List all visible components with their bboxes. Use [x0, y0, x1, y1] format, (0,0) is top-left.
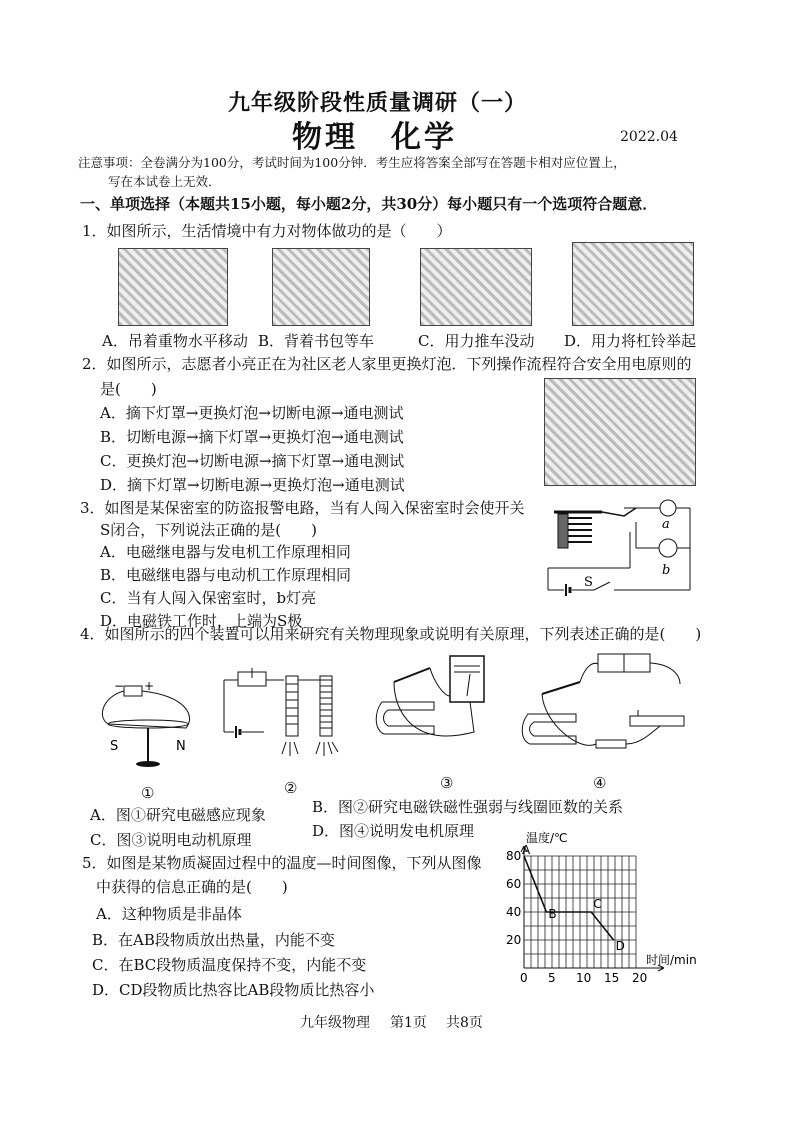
q4-label-1: ①	[141, 784, 155, 802]
chart-y-label: 温度/℃	[526, 831, 568, 845]
q2-option-b: B．切断电源→摘下灯罩→更换灯泡→通电测试	[100, 428, 404, 446]
q2-option-d: D．摘下灯罩→切断电源→更换灯泡→通电测试	[100, 476, 405, 494]
q4-figure-4-motor	[520, 654, 696, 758]
svg-text:+: +	[144, 679, 155, 693]
q5-option-b: B．在AB段物质放出热量，内能不变	[92, 931, 335, 949]
q4-label-2: ②	[284, 779, 298, 797]
q4-option-d: D．图④说明发电机原理	[312, 822, 475, 840]
x-tick-label: 5	[548, 971, 556, 985]
footer-subject: 九年级物理	[300, 1015, 370, 1031]
point-label: D	[615, 939, 625, 953]
point-label: B	[548, 907, 557, 921]
q3-option-c: C．当有人闯入保密室时，b灯亮	[100, 589, 317, 607]
q1-option-d: D．用力将杠铃举起	[564, 332, 697, 350]
chart-x-label: 时间/min	[646, 953, 697, 967]
q2-stem-2: 是( )	[100, 380, 157, 398]
chart-ticks	[506, 849, 647, 985]
q3-option-d: D．电磁铁工作时，上端为S极	[100, 612, 303, 630]
exam-date: 2022.04	[620, 129, 678, 145]
q3-stem-2: S闭合，下列说法正确的是( )	[100, 521, 317, 539]
q4-pole-n: N	[176, 739, 186, 754]
x-tick-label: 0	[520, 971, 528, 985]
footer-page: 第1页	[390, 1015, 427, 1031]
q2-image	[544, 378, 696, 486]
point-label: C	[593, 897, 602, 911]
footer-total: 共8页	[446, 1015, 483, 1031]
q3-label-b: b	[662, 563, 671, 578]
q3-label-a: a	[662, 517, 670, 532]
x-tick-label: 20	[632, 971, 648, 985]
y-tick-label: 80	[506, 849, 522, 863]
q1-option-c: C．用力推车没动	[418, 332, 535, 350]
q1-option-b: B．背着书包等车	[258, 332, 375, 350]
x-tick-label: 15	[604, 971, 620, 985]
q5-temperature-time-chart	[496, 830, 706, 988]
exam-subtitle: 物理 化学	[292, 120, 457, 155]
notice-line-1: 注意事项：全卷满分为100分，考试时间为100分钟．考生应将答案全部写在答题卡相对应位置上，	[78, 155, 626, 170]
point-label: A	[522, 843, 531, 857]
q4-figure-1-oersted	[96, 676, 206, 776]
q3-label-s: S	[584, 575, 593, 590]
q3-stem-1: 3．如图是某保密室的防盗报警电路，当有人闯入保密室时会使开关	[80, 499, 525, 517]
exam-title: 九年级阶段性质量调研（一）	[228, 90, 528, 116]
q1-image-c	[420, 248, 532, 326]
q4-label-3: ③	[440, 774, 454, 792]
q1-image-d	[572, 242, 694, 326]
q2-option-c: C．更换灯泡→切断电源→摘下灯罩→通电测试	[100, 452, 405, 470]
q4-pole-s: S	[110, 739, 119, 754]
y-tick-label: 60	[506, 877, 522, 891]
section-heading: 一、单项选择（本题共15小题，每小题2分，共30分）每小题只有一个选项符合题意．	[80, 195, 658, 213]
notice-line-2: 写在本试卷上无效．	[108, 174, 221, 189]
q5-stem-2: 中获得的信息正确的是( )	[96, 878, 288, 896]
q4-option-b: B．图②研究电磁铁磁性强弱与线圈匝数的关系	[312, 798, 624, 816]
x-tick-label: 10	[576, 971, 592, 985]
q3-option-a: A．电磁继电器与发电机工作原理相同	[100, 543, 351, 561]
q4-figure-2-electromagnets	[224, 666, 354, 772]
q1-option-a: A．吊着重物水平移动	[102, 332, 248, 350]
q4-option-c: C．图③说明电动机原理	[90, 831, 252, 849]
q5-option-d: D．CD段物质比热容比AB段物质比热容小	[92, 981, 375, 999]
q1-stem: 1．如图所示，生活情境中有力对物体做功的是（ ）	[82, 222, 452, 240]
q3-option-b: B．电磁继电器与电动机工作原理相同	[100, 566, 352, 584]
q5-option-c: C．在BC段物质温度保持不变，内能不变	[92, 956, 367, 974]
q4-option-a: A．图①研究电磁感应现象	[90, 806, 266, 824]
y-tick-label: 40	[506, 905, 522, 919]
q4-figure-3-galvanometer	[374, 652, 494, 756]
q1-image-b	[272, 248, 370, 326]
q4-stem: 4．如图所示的四个装置可以用来研究有关物理现象或说明有关原理，下列表述正确的是( )	[80, 625, 702, 643]
q3-alarm-circuit-diagram	[540, 492, 700, 604]
svg-text:−: −	[114, 679, 125, 693]
q5-stem-1: 5．如图是某物质凝固过程中的温度—时间图像，下列从图像	[82, 854, 482, 872]
q5-option-a: A．这种物质是非晶体	[96, 905, 242, 923]
y-axis	[521, 846, 527, 968]
y-tick-label: 20	[506, 933, 522, 947]
q4-label-4: ④	[593, 774, 607, 792]
q2-stem-1: 2．如图所示，志愿者小亮正在为社区老人家里更换灯泡．下列操作流程符合安全用电原则的	[82, 355, 692, 373]
q2-option-a: A．摘下灯罩→更换灯泡→切断电源→通电测试	[100, 404, 404, 422]
q1-image-a	[118, 248, 228, 326]
